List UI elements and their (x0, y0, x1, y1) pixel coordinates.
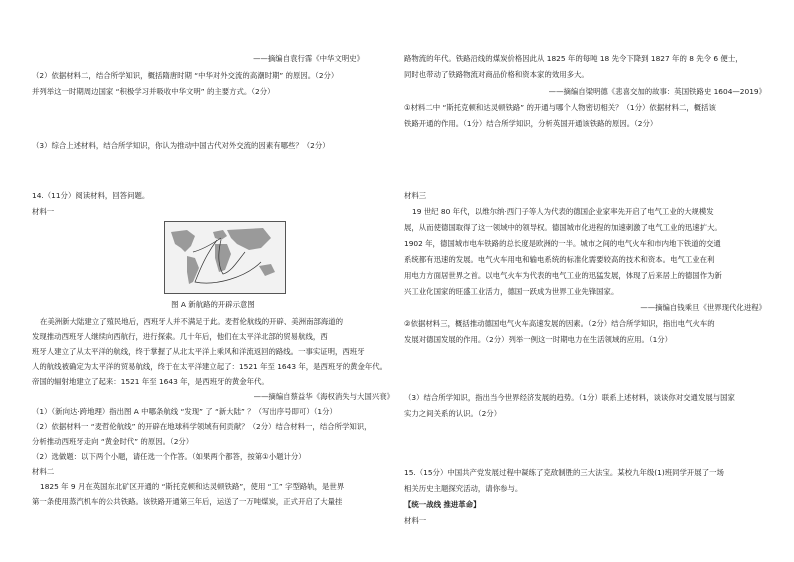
material-paragraph-line: 1902 年，德国城市电车铁路的总长度是欧洲的一半。城市之间的电气火车和市内地下铁道的交通 (404, 239, 721, 248)
material-paragraph-line: 班牙人建立了从太平洋的航线，终于掌握了从北太平洋上乘风和洋流返回的路线。一事实证明，西班牙 (32, 347, 365, 356)
question-text: （1）（新向达·跨地理）指出图 A 中哪条航线 “发现” 了 “新大陆” ？（写出序号即可）（1分） (32, 407, 337, 416)
material-paragraph-line: 1825 年 9 月在英国东北矿区开通的 “斯托克顿和达灵顿铁路”，使用 “工” 字型路轨，是世界 (40, 482, 345, 491)
question-heading: 15.（15分）中国共产党发展过程中凝练了克敌制胜的三大法宝。某校九年级(1)班同学开展了一场 (404, 468, 724, 477)
question-text: （2）依据材料一 “麦哲伦航线” 的开辟在地球科学领域有何贡献？（2分）结合材料一，结合所学知识， (32, 422, 372, 431)
material-paragraph-line: 发现推动西班牙人继续向西航行，进行探索。几十年后，他们在太平洋北部的贸易航线，西 (32, 332, 328, 341)
material-paragraph-line: 同时也带动了铁路物流对商品价格和资本家的效用多大。 (404, 70, 589, 79)
material-paragraph-line: 第一条使用蒸汽机车的公共铁路。该铁路开通第三年后，运送了一万吨煤炭，正式开启了大量挂 (32, 497, 343, 506)
material-label: 材料一 (404, 516, 427, 525)
question-text: ①材料二中 “斯托克顿和达灵顿铁路” 的开通与哪个人物密切相关？（1分）依据材料二，概括该 (404, 103, 716, 112)
question-text: 实力之间关系的认识。（2分） (404, 409, 502, 418)
source-citation: ——摘编自钱乘旦《世界现代化进程》 (640, 303, 766, 312)
question-text: （3）结合所学知识，指出当今世界经济发展的趋势。（1分）联系上述材料，谈谈你对交通发展与国家 (404, 393, 735, 402)
left-column (32, 0, 394, 562)
question-text: 发展对德国发展的作用。（2分）列举一例这一时期电力在生活领域的应用。（1分） (404, 335, 673, 344)
right-column (404, 0, 766, 562)
material-paragraph-line: 兴工业化国家的旺盛工业活力，德国一跃成为世界工业先锋国家。 (404, 287, 619, 296)
material-paragraph-line: 用电力方面居世界之首。以电气火车为代表的电气工业的迅猛发展，体现了后来居上的德国作为新 (404, 271, 722, 280)
material-label: 材料三 (404, 191, 427, 200)
section-heading: 【统一战线 推进革命】 (404, 500, 481, 509)
question-text: ②依据材料三，概括推动德国电气火车高速发展的因素。（2分）结合所学知识，指出电气火车的 (404, 319, 715, 328)
new-sea-routes-map (164, 221, 286, 294)
question-text: （2）选做题：以下两个小题，请任选一个作答。（如果两个都答，按第①小题计分） (32, 452, 306, 461)
question-text: 并列举这一时期周边国家 “积极学习并吸收中华文明” 的主要方式。（2分） (32, 87, 275, 96)
question-text: 铁路开通的作用。（1分）结合所学知识，分析英国开通该铁路的原因。（2分） (404, 119, 658, 128)
material-paragraph-line: 在美洲新大陆建立了殖民地后，西班牙人并不满足于此。麦哲伦航线的开辟、美洲南部海道的 (40, 317, 344, 326)
question-heading: 14.（11分）阅读材料，回答问题。 (32, 191, 150, 200)
question-text: 分析推动西班牙走向 “黄金时代” 的原因。（2分） (32, 437, 194, 446)
map-caption: 图 A 新航路的开辟示意图 (171, 300, 255, 309)
question-text: 相关历史主题探究活动，请你参与。 (404, 484, 523, 493)
material-label: 材料一 (32, 207, 55, 216)
source-citation: ——摘编自袁行霈《中华文明史》 (253, 54, 364, 63)
material-label: 材料二 (32, 467, 55, 476)
material-paragraph-line: 系统都有迅速的发展。电气火车用电和输电系统的标准化需要较高的技术和资本。电气工业在利 (404, 255, 715, 264)
question-text: （2）依据材料二，结合所学知识，概括隋唐时期 “中华对外交流的高潮时期” 的原因。（2分） (32, 71, 339, 80)
material-paragraph-line: 路物流的年代。铁路沿线的煤炭价格因此从 1825 年的每吨 18 先令下降到 1827 年的 8 先令 6 便士， (404, 54, 743, 63)
question-text: （3）综合上述材料，结合所学知识，你认为推动中国古代对外交流的因素有哪些？（2分） (32, 141, 330, 150)
material-paragraph-line: 展，从而使德国取得了这一领域中的领导权。德国城市化进程的加速刺激了电气工业的迅速扩大。 (404, 223, 722, 232)
source-citation: ——摘编自蔡益华《海权消失与大国兴衰》 (253, 392, 394, 401)
world-map-graphic (165, 222, 285, 293)
source-citation: ——摘编自梁明德《悲喜交加的故事：英国铁路史 1604—2019》 (548, 87, 766, 96)
material-paragraph-line: 19 世纪 80 年代，以维尔纳·西门子等人为代表的德国企业家率先开启了电气工业的大规模发 (412, 207, 714, 216)
material-paragraph-line: 人的航线被确定为太平洋的贸易航线，终于在太平洋建立起了：1521 年至 1643 年，是西班牙的黄金年代。 (32, 362, 388, 371)
material-paragraph-line: 帝国的辐射地建立了起来：1521 年至 1643 年，是西班牙的黄金年代。 (32, 377, 269, 386)
